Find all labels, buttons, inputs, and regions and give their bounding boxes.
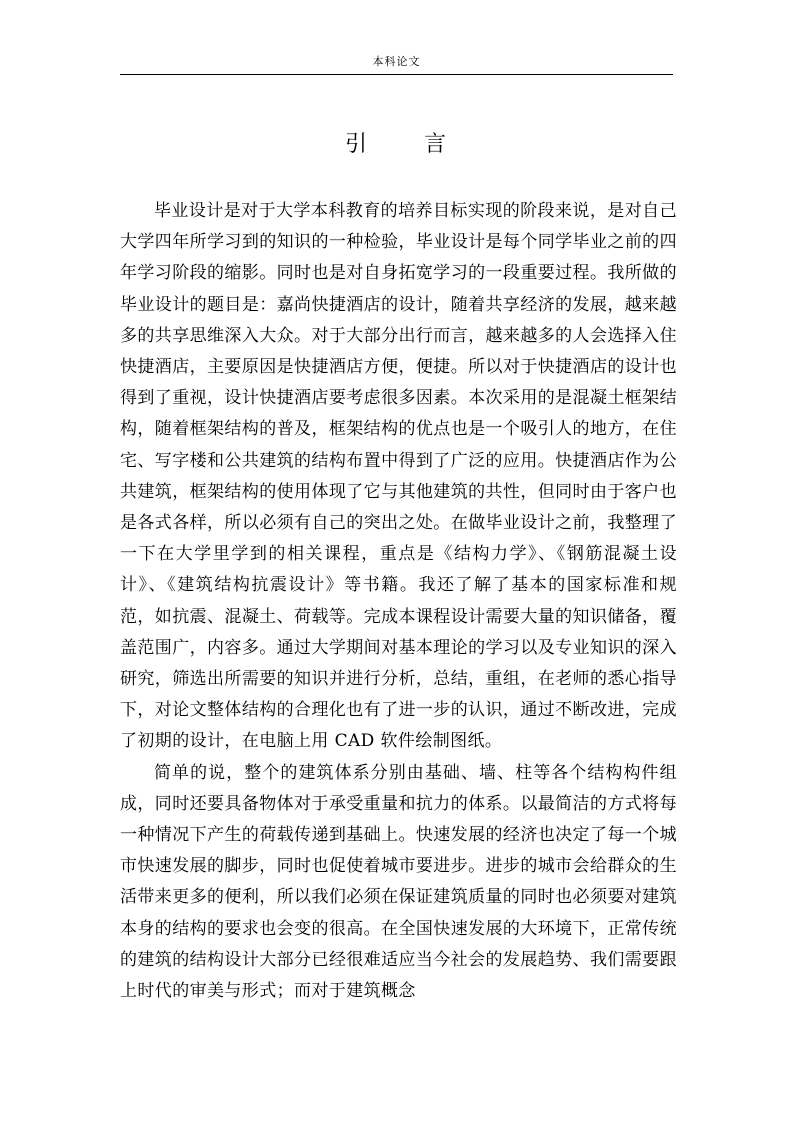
page-title: 引 言 xyxy=(345,132,448,157)
header-rule xyxy=(120,74,673,75)
running-header: 本科论文 xyxy=(372,55,421,68)
body-text xyxy=(120,196,677,1007)
paragraph-2: 简单的说，整个的建筑体系分别由基础、墙、柱等各个结构构件组成，同时还要具备物体对于承受重量和抗力的体系。以最简洁的方式将每一种情况下产生的荷载传递到基础上。快速发展的经济也决定了每一个城市快速发展的脚步，同时也促使着城市要进步。进步的城市会给群众的生活带来更多的便利，所以我们必须在保证建筑质量的同时也必须要对建筑本身的结构的要求也会变的很高。在全国快速发展的大环境下，正常传统的建筑的结构设计大部分已经很难适应当今社会的发展趋势、我们需要跟上时代的审美与形式；而对于建筑概念 xyxy=(120,762,677,1002)
paragraph-1: 毕业设计是对于大学本科教育的培养目标实现的阶段来说，是对自己大学四年所学习到的知识的一种检验，毕业设计是每个同学毕业之前的四年学习阶段的缩影。同时也是对自身拓宽学习的一段重要过程。我所做的毕业设计的题目是：嘉尚快捷酒店的设计，随着共享经济的发展，越来越多的共享思维深入大众。对于大部分出行而言，越来越多的人会选择入住快捷酒店，主要原因是快捷酒店方便，便捷。所以对于快捷酒店的设计也得到了重视，设计快捷酒店要考虑很多因素。本次采用的是混凝土框架结构，随着框架结构的普及，框架结构的优点也是一个吸引人的地方，在住宅、写字楼和公共建筑的结构布置中得到了广泛的应用。快捷酒店作为公共建筑，框架结构的使用体现了它与其他建筑的共性，但同时由于客户也是各式各样，所以必须有自己的突出之处。在做毕业设计之前，我整理了一下在大学里学到的相关课程，重点是《结构力学》、《钢筋混凝土设计》、《建筑结构抗震设计》等书籍。我还了解了基本的国家标准和规范，如抗震、混凝土、荷载等。完成本课程设计需要大量的知识储备，覆盖范围广，内容多。通过大学期间对基本理论的学习以及专业知识的深入研究，筛选出所需要的知识并进行分析，总结，重组，在老师的悉心指导下，对论文整体结构的合理化也有了进一步的认识，通过不断改进，完成了初期的设计，在电脑上用 CAD 软件绘制图纸。 xyxy=(120,201,677,752)
